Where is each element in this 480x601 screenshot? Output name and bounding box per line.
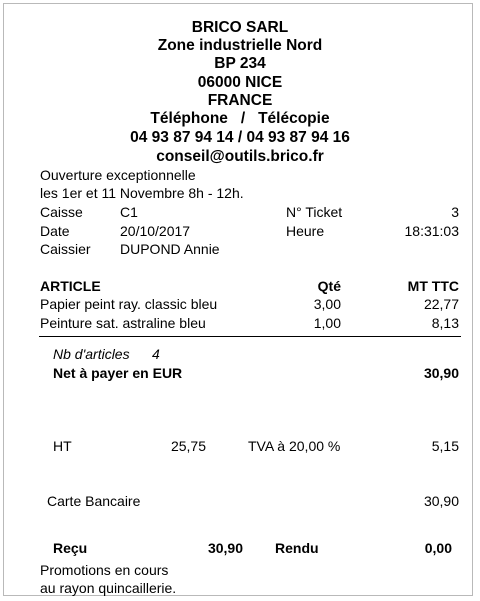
company-bp: BP 234 [214, 55, 266, 72]
phone-label: Téléphone / Télécopie [150, 110, 330, 127]
heure-value: 18:31:03 [404, 223, 459, 239]
table-row-amount: 22,77 [423, 296, 459, 312]
received-label: Reçu [53, 540, 88, 556]
separator-line [39, 336, 461, 337]
change-label: Rendu [275, 540, 319, 556]
column-header-amount: MT TTC [407, 278, 459, 294]
phone-numbers: 04 93 87 94 14 / 04 93 87 94 16 [130, 129, 350, 146]
table-row-article: Papier peint ray. classic bleu [40, 296, 218, 312]
tva-label: TVA à 20,00 % [248, 438, 341, 454]
caisse-label: Caisse [40, 204, 83, 220]
company-city: 06000 NICE [197, 74, 283, 91]
ht-label: HT [53, 438, 72, 454]
date-value: 20/10/2017 [120, 223, 191, 239]
table-row-amount: 8,13 [431, 315, 459, 331]
column-header-qty: Qté [317, 278, 341, 294]
footer-line-1: Promotions en cours [40, 562, 169, 578]
company-country: FRANCE [207, 92, 273, 109]
footer-line-2: au rayon quincaillerie. [40, 580, 177, 596]
caisse-value: C1 [120, 204, 138, 220]
tva-value: 5,15 [431, 438, 459, 454]
heure-label: Heure [286, 223, 325, 239]
net-total-label: Net à payer en EUR [53, 365, 183, 381]
table-row-qty: 1,00 [313, 315, 341, 331]
table-row-article: Peinture sat. astraline bleu [40, 315, 206, 331]
notice-line-2: les 1er et 11 Novembre 8h - 12h. [40, 185, 244, 201]
caissier-label: Caissier [40, 241, 91, 257]
ticket-label: N° Ticket [286, 204, 343, 220]
column-header-article: ARTICLE [40, 278, 101, 294]
company-name: BRICO SARL [191, 19, 289, 36]
notice-line-1: Ouverture exceptionnelle [40, 167, 196, 183]
net-total-value: 30,90 [423, 365, 459, 381]
company-zone: Zone industrielle Nord [157, 37, 323, 54]
date-label: Date [40, 223, 70, 239]
ticket-value: 3 [451, 204, 459, 220]
change-value: 0,00 [424, 540, 452, 556]
table-row-qty: 3,00 [313, 296, 341, 312]
received-value: 30,90 [207, 540, 243, 556]
ht-value: 25,75 [170, 438, 206, 454]
payment-method-value: 30,90 [423, 493, 459, 509]
caissier-value: DUPOND Annie [120, 241, 220, 257]
company-email: conseil@outils.brico.fr [156, 148, 324, 165]
nb-articles-value: 4 [152, 346, 160, 362]
nb-articles-label: Nb d'articles [53, 346, 130, 362]
payment-method-label: Carte Bancaire [47, 493, 141, 509]
